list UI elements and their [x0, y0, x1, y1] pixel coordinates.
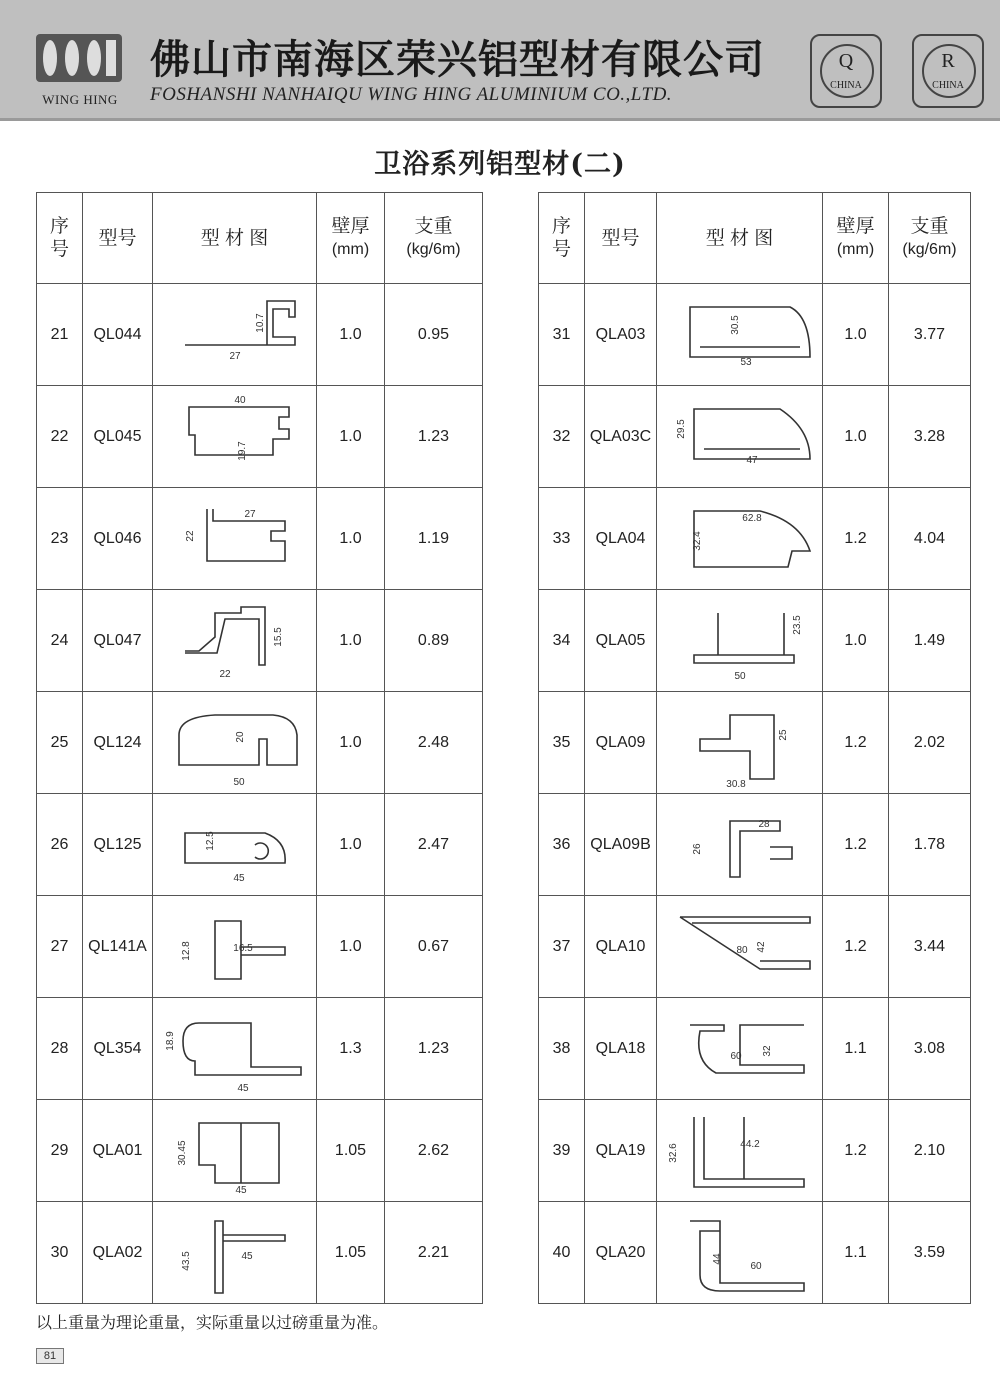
dimension-label: 30.5 [729, 314, 741, 335]
table-row [37, 386, 483, 488]
row-drawing [153, 794, 317, 896]
dimension-label: 22 [218, 668, 231, 680]
table-row [539, 590, 971, 692]
dimension-label: 50 [733, 670, 746, 682]
row-drawing [153, 692, 317, 794]
dimension-label: 22 [184, 529, 196, 542]
col-header-drawing: 型 材 图 [153, 193, 317, 284]
dimension-label: 29.5 [675, 418, 687, 439]
row-model: QLA18 [585, 998, 657, 1100]
profile-drawing-ql047-icon [155, 593, 315, 689]
col-header-weight: 支重 (kg/6m) [889, 193, 971, 284]
row-drawing [153, 488, 317, 590]
profile-drawing-qla03-icon [660, 287, 820, 383]
table-row [37, 896, 483, 998]
profile-drawing-qla18-icon [660, 1001, 820, 1097]
dimension-label: 26 [691, 842, 703, 855]
row-seq: 24 [37, 590, 83, 692]
row-seq: 29 [37, 1100, 83, 1202]
row-thickness: 1.0 [317, 794, 385, 896]
row-seq: 31 [539, 284, 585, 386]
profile-drawing-ql141a-icon [155, 899, 315, 995]
row-weight: 3.28 [889, 386, 971, 488]
profile-drawing-ql045-icon [155, 389, 315, 485]
page-number: 81 [36, 1348, 64, 1364]
row-thickness: 1.2 [823, 794, 889, 896]
row-model: QL354 [83, 998, 153, 1100]
row-seq: 32 [539, 386, 585, 488]
dimension-label: 45 [234, 1184, 247, 1196]
row-thickness: 1.0 [823, 284, 889, 386]
row-seq: 23 [37, 488, 83, 590]
row-seq: 38 [539, 998, 585, 1100]
dimension-label: 45 [236, 1082, 249, 1094]
dimension-label: 32 [761, 1044, 773, 1057]
dimension-label: 28 [757, 818, 770, 830]
dimension-label: 32.6 [667, 1142, 679, 1163]
dimension-label: 16.5 [232, 942, 253, 954]
row-model: QLA10 [585, 896, 657, 998]
dimension-label: 40 [233, 394, 246, 406]
dimension-label: 43.5 [180, 1250, 192, 1271]
wing-hing-logo-icon [34, 30, 124, 86]
dimension-label: 30.8 [725, 778, 746, 790]
row-model: QLA05 [585, 590, 657, 692]
dimension-label: 45 [240, 1250, 253, 1262]
row-thickness: 1.0 [823, 590, 889, 692]
row-drawing [657, 488, 823, 590]
footnote: 以上重量为理论重量，实际重量以过磅重量为准。 [36, 1315, 389, 1332]
row-seq: 39 [539, 1100, 585, 1202]
profile-drawing-qla04-icon [660, 491, 820, 587]
company-name-english: FOSHANSHI NANHAIQU WING HING ALUMINIUM CO.,LTD. [150, 84, 673, 105]
row-seq: 22 [37, 386, 83, 488]
dimension-label: 15.5 [272, 626, 284, 647]
dimension-label: 19.7 [236, 440, 248, 461]
dimension-label: 30.45 [176, 1139, 188, 1166]
col-header-thickness: 壁厚 (mm) [823, 193, 889, 284]
dimension-label: 10.7 [254, 312, 266, 333]
dimension-label: 44.2 [739, 1138, 760, 1150]
row-model: QL045 [83, 386, 153, 488]
dimension-label: 47 [745, 454, 758, 466]
row-thickness: 1.2 [823, 896, 889, 998]
profile-drawing-ql354-icon [155, 1001, 315, 1097]
dimension-label: 62.8 [741, 512, 762, 524]
col-header-weight: 支重 (kg/6m) [385, 193, 483, 284]
profile-drawing-qla01-icon [155, 1103, 315, 1199]
row-drawing [657, 590, 823, 692]
profile-drawing-qla09-icon [660, 695, 820, 791]
row-model: QL047 [83, 590, 153, 692]
row-drawing [657, 386, 823, 488]
row-drawing [657, 896, 823, 998]
row-drawing [153, 1202, 317, 1304]
row-weight: 2.21 [385, 1202, 483, 1304]
table-row [539, 896, 971, 998]
dimension-label: 25 [777, 728, 789, 741]
row-seq: 35 [539, 692, 585, 794]
row-drawing [657, 794, 823, 896]
row-weight: 3.44 [889, 896, 971, 998]
dimension-label: 20 [234, 730, 246, 743]
profile-drawing-qla09b-icon [660, 797, 820, 893]
row-seq: 37 [539, 896, 585, 998]
dimension-label: 60 [729, 1050, 742, 1062]
row-weight: 2.62 [385, 1100, 483, 1202]
row-thickness: 1.1 [823, 998, 889, 1100]
row-drawing [657, 998, 823, 1100]
table-row [539, 1202, 971, 1304]
table-row [37, 1202, 483, 1304]
row-drawing [153, 896, 317, 998]
profile-drawing-qla19-icon [660, 1103, 820, 1199]
row-drawing [657, 692, 823, 794]
table-row [37, 794, 483, 896]
dimension-label: 45 [232, 872, 245, 884]
row-thickness: 1.0 [317, 386, 385, 488]
row-weight: 4.04 [889, 488, 971, 590]
row-weight: 1.23 [385, 386, 483, 488]
row-thickness: 1.0 [317, 284, 385, 386]
dimension-label: 80 [735, 944, 748, 956]
profile-drawing-ql125-icon [155, 797, 315, 893]
certification-r-badge: R CHINA [912, 34, 984, 108]
row-weight: 1.49 [889, 590, 971, 692]
row-thickness: 1.0 [317, 590, 385, 692]
row-thickness: 1.0 [317, 896, 385, 998]
row-thickness: 1.05 [317, 1202, 385, 1304]
company-name-chinese: 佛山市南海区荣兴铝型材有限公司 [150, 36, 765, 83]
table-row [37, 590, 483, 692]
row-thickness: 1.0 [317, 692, 385, 794]
col-header-thickness: 壁厚 (mm) [317, 193, 385, 284]
row-seq: 21 [37, 284, 83, 386]
row-weight: 0.95 [385, 284, 483, 386]
row-weight: 1.19 [385, 488, 483, 590]
profile-drawing-ql124-icon [155, 695, 315, 791]
dimension-label: 12.5 [204, 830, 216, 851]
profile-drawing-qla20-icon [660, 1205, 820, 1301]
row-drawing [153, 284, 317, 386]
row-thickness: 1.05 [317, 1100, 385, 1202]
row-seq: 28 [37, 998, 83, 1100]
dimension-label: 50 [232, 776, 245, 788]
certification-q-badge: Q CHINA [810, 34, 882, 108]
row-seq: 36 [539, 794, 585, 896]
dimension-label: 27 [228, 350, 241, 362]
row-seq: 25 [37, 692, 83, 794]
row-weight: 1.23 [385, 998, 483, 1100]
table-row [37, 692, 483, 794]
header-divider [0, 118, 1000, 121]
row-drawing [153, 998, 317, 1100]
row-weight: 2.47 [385, 794, 483, 896]
row-thickness: 1.2 [823, 488, 889, 590]
table-row [539, 488, 971, 590]
table-row [37, 284, 483, 386]
row-thickness: 1.2 [823, 1100, 889, 1202]
row-weight: 3.08 [889, 998, 971, 1100]
page-header [0, 0, 1000, 118]
row-weight: 2.02 [889, 692, 971, 794]
row-weight: 2.10 [889, 1100, 971, 1202]
table-row [539, 794, 971, 896]
row-thickness: 1.2 [823, 692, 889, 794]
table-header-row [539, 193, 971, 284]
row-drawing [153, 386, 317, 488]
row-model: QLA03 [585, 284, 657, 386]
row-thickness: 1.0 [317, 488, 385, 590]
row-thickness: 1.0 [823, 386, 889, 488]
row-seq: 33 [539, 488, 585, 590]
row-model: QLA19 [585, 1100, 657, 1202]
row-model: QL046 [83, 488, 153, 590]
row-model: QLA03C [585, 386, 657, 488]
logo-text: WING HING [42, 92, 118, 107]
dimension-label: 44 [711, 1252, 723, 1265]
table-row [539, 692, 971, 794]
table-row [37, 1100, 483, 1202]
table-row [539, 998, 971, 1100]
row-seq: 40 [539, 1202, 585, 1304]
row-model: QLA02 [83, 1202, 153, 1304]
table-header-row [37, 193, 483, 284]
row-model: QLA01 [83, 1100, 153, 1202]
row-model: QLA20 [585, 1202, 657, 1304]
col-header-seq: 序号 [539, 193, 585, 284]
row-drawing [657, 284, 823, 386]
dimension-label: 23.5 [791, 614, 803, 635]
profile-drawing-qla05-icon [660, 593, 820, 689]
row-drawing [657, 1100, 823, 1202]
table-row [539, 386, 971, 488]
dimension-label: 18.9 [164, 1030, 176, 1051]
profile-drawing-ql044-icon [155, 287, 315, 383]
row-model: QLA04 [585, 488, 657, 590]
row-drawing [657, 1202, 823, 1304]
dimension-label: 27 [243, 508, 256, 520]
col-header-model: 型号 [585, 193, 657, 284]
row-thickness: 1.1 [823, 1202, 889, 1304]
dimension-label: 12.8 [180, 940, 192, 961]
row-model: QL125 [83, 794, 153, 896]
table-row [539, 1100, 971, 1202]
dimension-label: 32.4 [691, 530, 703, 551]
col-header-seq: 序号 [37, 193, 83, 284]
dimension-label: 42 [755, 940, 767, 953]
dimension-label: 60 [749, 1260, 762, 1272]
col-header-model: 型号 [83, 193, 153, 284]
table-row [37, 488, 483, 590]
row-seq: 30 [37, 1202, 83, 1304]
row-drawing [153, 1100, 317, 1202]
profile-drawing-qla03c-icon [660, 389, 820, 485]
table-row [37, 998, 483, 1100]
table-row [539, 284, 971, 386]
row-thickness: 1.3 [317, 998, 385, 1100]
row-drawing [153, 590, 317, 692]
dimension-label: 53 [739, 356, 752, 368]
row-seq: 26 [37, 794, 83, 896]
row-weight: 0.89 [385, 590, 483, 692]
profile-drawing-qla10-icon [660, 899, 820, 995]
col-header-drawing: 型 材 图 [657, 193, 823, 284]
row-model: QLA09B [585, 794, 657, 896]
profile-drawing-ql046-icon [155, 491, 315, 587]
row-model: QL044 [83, 284, 153, 386]
row-weight: 2.48 [385, 692, 483, 794]
product-table-right [538, 192, 971, 1304]
product-table-left [36, 192, 483, 1304]
profile-drawing-qla02-icon [155, 1205, 315, 1301]
row-seq: 27 [37, 896, 83, 998]
row-weight: 1.78 [889, 794, 971, 896]
row-model: QL124 [83, 692, 153, 794]
row-seq: 34 [539, 590, 585, 692]
row-weight: 3.77 [889, 284, 971, 386]
row-weight: 3.59 [889, 1202, 971, 1304]
row-weight: 0.67 [385, 896, 483, 998]
row-model: QL141A [83, 896, 153, 998]
page-title: 卫浴系列铝型材(二) [374, 149, 626, 180]
row-model: QLA09 [585, 692, 657, 794]
